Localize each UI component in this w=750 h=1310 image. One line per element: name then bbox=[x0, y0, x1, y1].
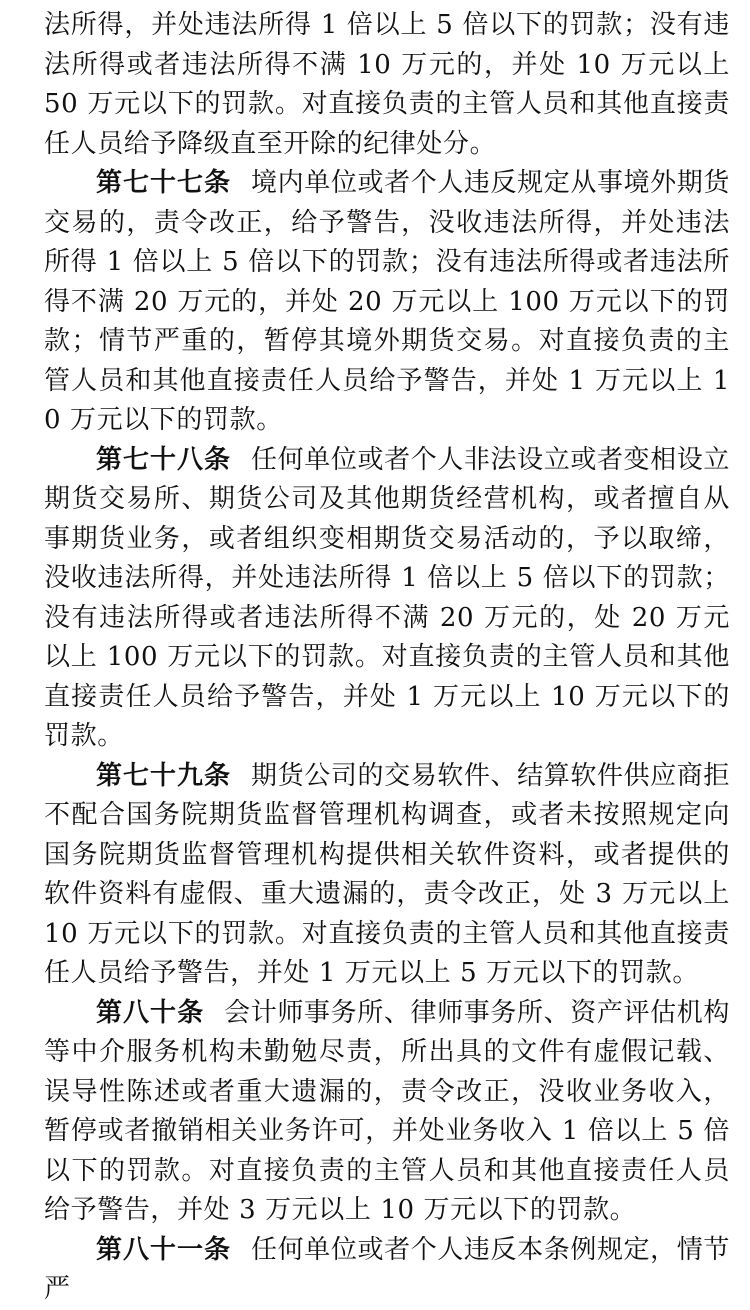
article-77 bbox=[44, 164, 730, 441]
article-79 bbox=[44, 757, 730, 994]
article-number: 第七十七条 bbox=[96, 168, 232, 198]
article-81 bbox=[44, 1231, 730, 1310]
paragraph-text: 会计师事务所、律师事务所、资产评估机构等中介服务机构未勤勉尽责，所出具的文件有虚假记载、误导性陈述或者重大遗漏的，责令改正，没收业务收入，暂停或者撤销相关业务许可，并处业务收入 1 倍以上 5 倍以下的罚款。对直接负责的主管人员和其他直接责任人员给予警告，并处 3 万元以上 10 万元以下的罚款。 bbox=[44, 997, 730, 1225]
paragraph-text: 期货公司的交易软件、结算软件供应商拒不配合国务院期货监督管理机构调查，或者未按照规定向国务院期货监督管理机构提供相关软件资料，或者提供的软件资料有虚假、重大遗漏的，责令改正，处 3 万元以上 10 万元以下的罚款。对直接负责的主管人员和其他直接责任人员给予警告，并处 1 万元以上 5 万元以下的罚款。 bbox=[44, 760, 730, 988]
article-78 bbox=[44, 441, 730, 757]
article-number: 第八十一条 bbox=[96, 1234, 232, 1265]
document-page bbox=[44, 6, 730, 1310]
paragraph-text: 境内单位或者个人违反规定从事境外期货交易的，责令改正，给予警告，没收违法所得，并处违法所得 1 倍以上 5 倍以下的罚款；没有违法所得或者违法所得不满 20 万元的，并处 20 万元以上 100 万元以下的罚款；情节严重的，暂停其境外期货交易。对直接负责的主管人员和其他直接责任人员给予警告，并处 1 万元以上 10 万元以下的罚款。 bbox=[44, 168, 730, 435]
paragraph-text: 任何单位或者个人违反本条例规定，情节严 bbox=[44, 1234, 730, 1304]
paragraph-text: 法所得，并处违法所得 1 倍以上 5 倍以下的罚款；没有违法所得或者违法所得不满 10 万元的，并处 10 万元以上 50 万元以下的罚款。对直接负责的主管人员和其他直接责任人员给予降级直至开除的纪律处分。 bbox=[44, 10, 730, 159]
article-number: 第七十九条 bbox=[96, 760, 232, 791]
paragraph-text: 任何单位或者个人非法设立或者变相设立期货交易所、期货公司及其他期货经营机构，或者擅自从事期货业务，或者组织变相期货交易活动的，予以取缔，没收违法所得，并处违法所得 1 倍以上 5 倍以下的罚款；没有违法所得或者违法所得不满 20 万元的，处 20 万元以上 100 万元以下的罚款。对直接负责的主管人员和其他直接责任人员给予警告，并处 1 万元以上 10 万元以下的罚款。 bbox=[44, 444, 730, 751]
paragraph-continuation bbox=[44, 6, 730, 164]
article-number: 第七十八条 bbox=[96, 444, 232, 475]
article-number: 第八十条 bbox=[96, 997, 205, 1028]
article-80 bbox=[44, 994, 730, 1231]
